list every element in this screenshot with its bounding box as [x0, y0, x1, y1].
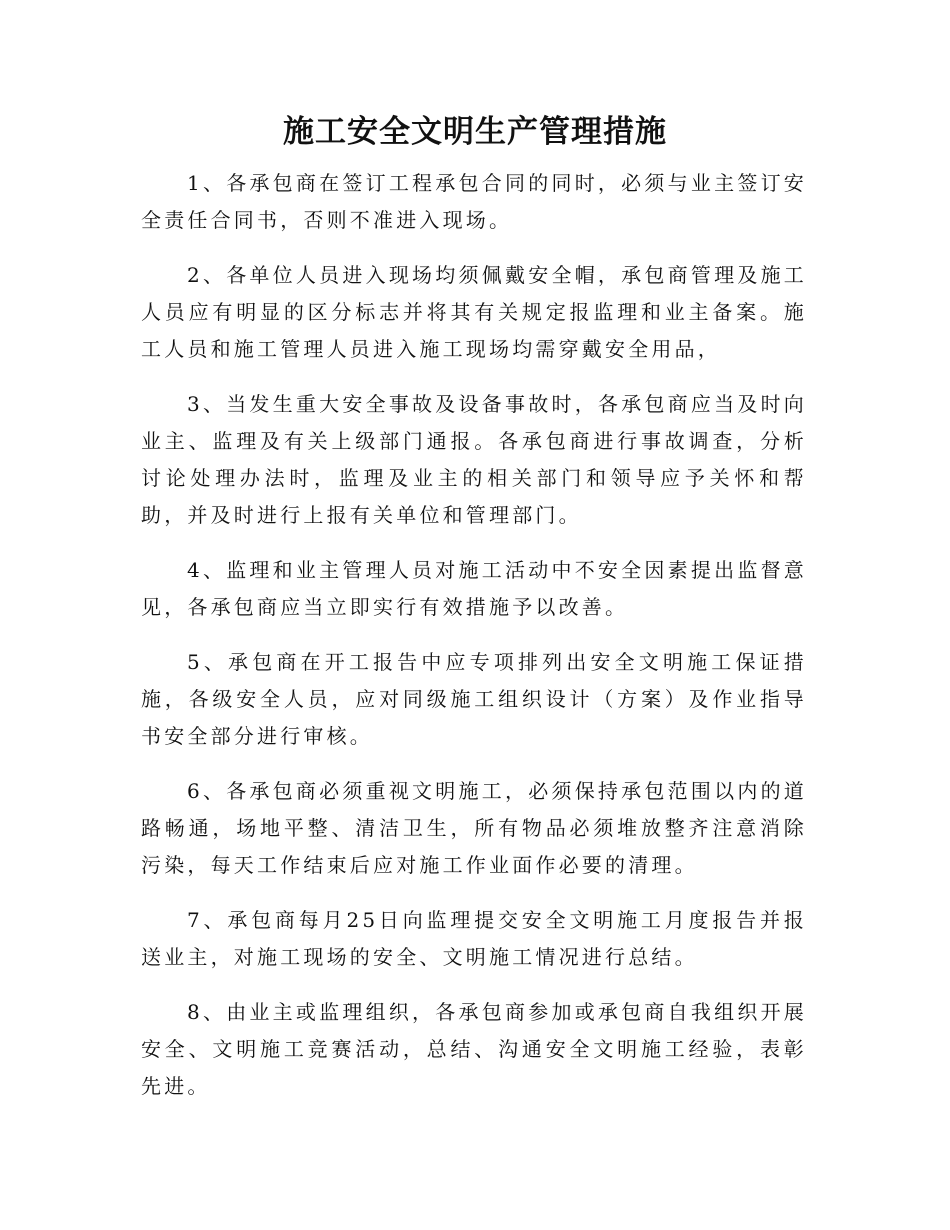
paragraph-3: 3、当发生重大安全事故及设备事故时，各承包商应当及时向业主、监理及有关上级部门通报。各承包商进行事故调查，分析讨论处理办法时，监理及业主的相关部门和领导应予关怀和帮助，并及时进行上报有关单位和管理部门。 [141, 392, 807, 527]
paragraph-4: 4、监理和业主管理人员对施工活动中不安全因素提出监督意见，各承包商应当立即实行有效措施予以改善。 [141, 558, 807, 619]
document-body [141, 165, 807, 1123]
document-title: 施工安全文明生产管理措施 [283, 114, 667, 150]
paragraph-6: 6、各承包商必须重视文明施工，必须保持承包范围以内的道路畅通，场地平整、清洁卫生，所有物品必须堆放整齐注意消除污染，每天工作结束后应对施工作业面作必要的清理。 [141, 779, 807, 877]
paragraph-2: 2、各单位人员进入现场均须佩戴安全帽，承包商管理及施工人员应有明显的区分标志并将其有关规定报监理和业主备案。施工人员和施工管理人员进入施工现场均需穿戴安全用品， [141, 263, 807, 361]
paragraph-5: 5、承包商在开工报告中应专项排列出安全文明施工保证措施，各级安全人员，应对同级施工组织设计（方案）及作业指导书安全部分进行审核。 [141, 650, 807, 748]
paragraph-1: 1、各承包商在签订工程承包合同的同时，必须与业主签订安全责任合同书，否则不准进入现场。 [141, 171, 807, 232]
paragraph-8: 8、由业主或监理组织，各承包商参加或承包商自我组织开展安全、文明施工竞赛活动，总结、沟通安全文明施工经验，表彰先进。 [141, 1000, 807, 1098]
paragraph-7: 7、承包商每月25日向监理提交安全文明施工月度报告并报送业主，对施工现场的安全、文明施工情况进行总结。 [141, 908, 807, 969]
